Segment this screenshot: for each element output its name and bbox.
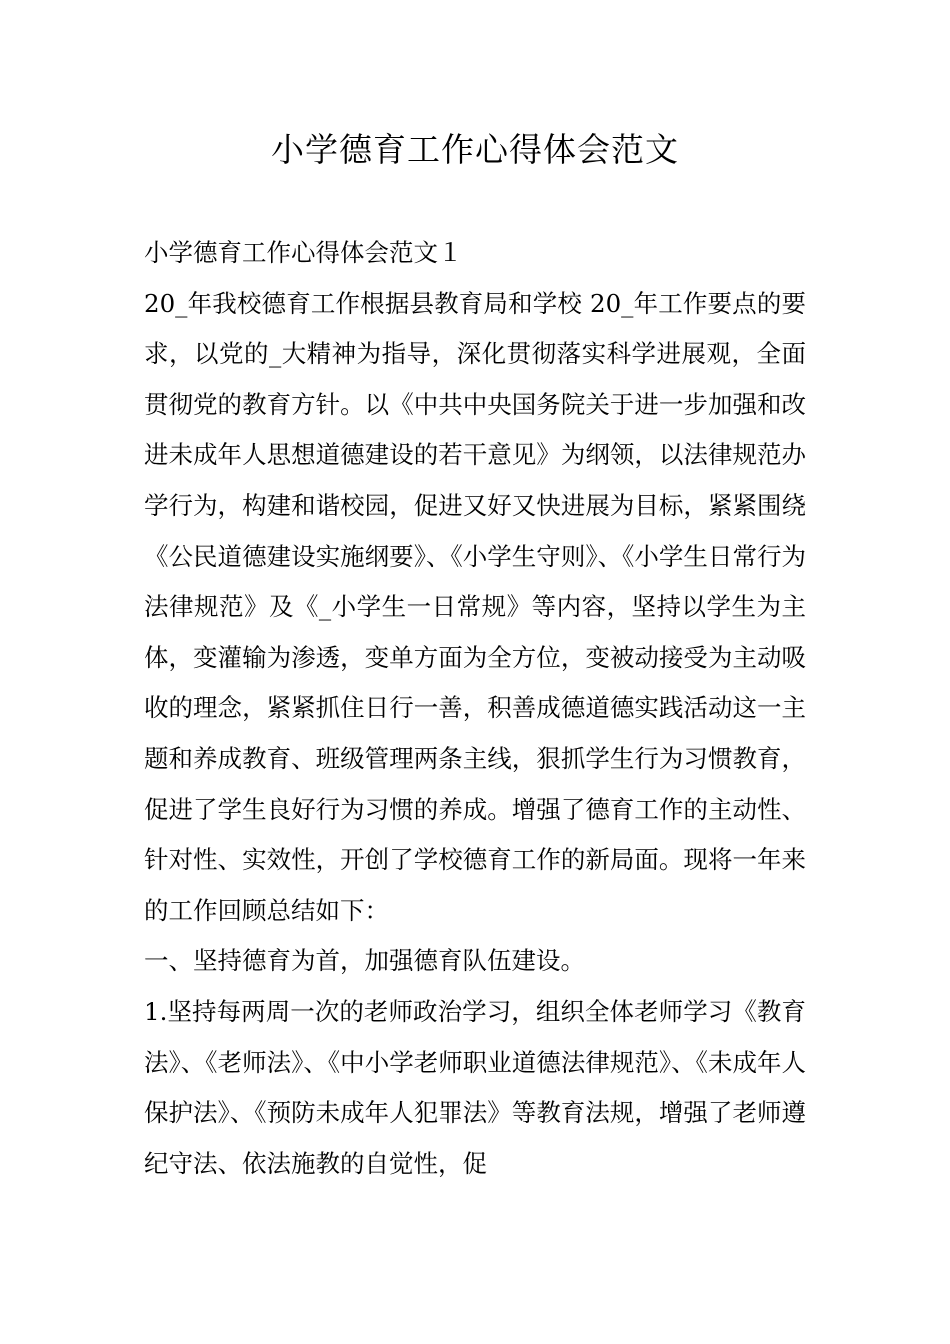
document-body (144, 228, 806, 1189)
paragraph-intro: 20_年我校德育工作根据县教育局和学校 20_年工作要点的要求，以党的_大精神为指导，深化贯彻落实科学进展观，全面贯彻党的教育方针。以《中共中央国务院关于进一步加强和改进未成年人思想道德建设的若干意见》为纲领，以法律规范办学行为，构建和谐校园，促进又好又快进展为目标，紧紧围绕《公民道德建设实施纲要》、《小学生守则》、《小学生日常行为法律规范》及《_小学生一日常规》等内容，坚持以学生为主体，变灌输为渗透，变单方面为全方位，变被动接受为主动吸收的理念，紧紧抓住日行一善，积善成德道德实践活动这一主题和养成教育、班级管理两条主线，狠抓学生行为习惯教育，促进了学生良好行为习惯的养成。增强了德育工作的主动性、针对性、实效性，开创了学校德育工作的新局面。现将一年来的工作回顾总结如下： (144, 288, 806, 925)
paragraph-item-one: 1.坚持每两周一次的老师政治学习，组织全体老师学习《教育法》、《老师法》、《中小学老师职业道德法律规范》、《未成年人保护法》、《预防未成年人犯罪法》等教育法规，增强了老师遵纪守法、依法施教的自觉性，促 (144, 996, 806, 1178)
paragraph-section-one: 一、坚持德育为首，加强德育队伍建设。 (144, 946, 585, 976)
section-heading: 小学德育工作心得体会范文１ (144, 238, 463, 267)
document-title: 小学德育工作心得体会范文 (271, 130, 679, 169)
